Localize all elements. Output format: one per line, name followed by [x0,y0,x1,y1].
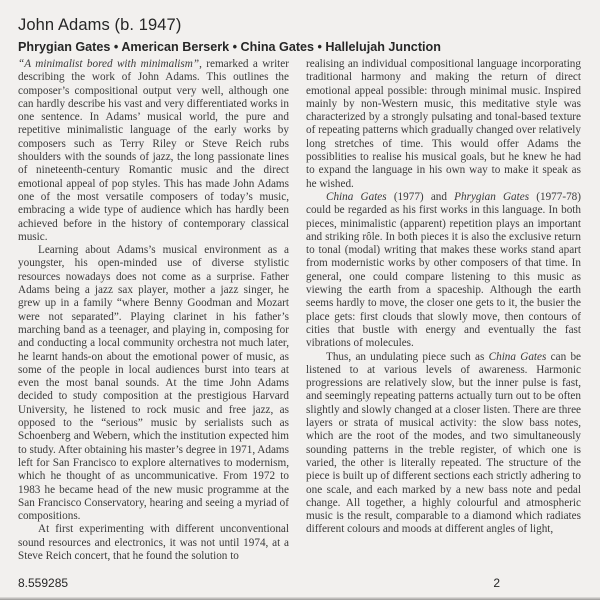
paragraph-text: (1977) and [386,190,455,203]
paragraph [18,58,289,244]
work-title: China Gates [326,190,387,203]
left-column [18,58,289,563]
paragraph: Learning about Adams’s musical environment as a youngster, his open-minded use of diverse stylistic resources nowadays does not come as a surprise. Father Adams being a jazz sax player, mother a jazz singer, he grew up in a family “where Benny Goodman and Mozart were not separated”. Playing clarinet in his father’s marching band as a teenager, and playing in, composing for and conducting a local community orchestra not much later, he learnt hands-on about the emotional power of music, as some of the people in local audiences burst into tears at even the most banal sounds. At the time John Adams decided to study composition at the prestigious Harvard University, he listened to rock music and free jazz, as opposed to the “serious” music by serialists such as Schoenberg and Webern, which the institution expected him to study. After obtaining his master’s degree in 1971, Adams left for San Francisco to explore alternatives to modernism, which he thought of as uncommunicative. From 1972 to 1983 he became head of the new music programme at the San Francisco Conservatory, hearing and seeing a myriad of compositions. [18,244,289,523]
paragraph-text: (1977-78) could be regarded as his first works in this language. In both pieces, minimalistic (apparent) repetition plays an important and striking rôle. In both pieces it is also the exclusive return to tonal (modal) writing that makes these works stand apart from modernistic works by other composers of that time. In general, one could compare listening to this music as viewing the earth from a spaceship. Although the earth seems hardly to move, the closer one gets to it, the busier the place gets: first clouds that slowly move, then contours of cities that bustle with energy and eventually the fast vibrations of molecules. [306,190,581,350]
right-column [306,58,581,537]
paragraph-text: can be listened to at various levels of awareness. Harmonic progressions are relatively slow, but the inner pulse is fast, and seemingly repeating patterns actually turn out to be often slightly and slowly changed at a closer listen. There are three layers or strata of musical activity: the slow bass notes, which are the root of the modes, and two simultaneously sounding patterns in the treble register, of which one is varied, the other is literally repeated. The structure of the piece is built up of different sections each strictly adhering to one scale, and each marked by a new bass note and pedal change. All together, a highly colourful and atmospheric music is the result, comparable to a diamond which radiates different colours and moods at different angles of light, [306,350,582,536]
works-subtitle: Phrygian Gates • American Berserk • China Gates • Hallelujah Junction [18,40,441,54]
page-number: 2 [493,576,500,590]
paragraph [306,191,581,351]
composer-title: John Adams (b. 1947) [18,16,182,34]
catalogue-number: 8.559285 [18,576,69,590]
work-title: Phrygian Gates [454,190,530,203]
paragraph: At first experimenting with different unconventional sound resources and electronics, it was not until 1974, at a Steve Reich concert, that he found the solution to [18,523,289,562]
paragraph-text: Thus, an undulating piece such as [326,350,489,363]
work-title: China Gates [488,350,547,363]
paragraph-text: , remarked a writer describing the work of John Adams. This outlines the composer’s compositional output very well, although one can hardly describe his vast and very differentiated works in one sentence. In Adams’ musical world, the pure and repetitive minimalistic language of the early works by composers such as Terry Riley or Steve Reich rubs shoulders with the sounds of jazz, the long passionate lines of nineteenth-century Romantic music and the direct emotional appeal of pop styles. This has made John Adams one of the most versatile composers of today’s music, embracing a wide type of audience which has hardly been achieved before in the history of contemporary classical music. [18,58,289,243]
paragraph: realising an individual compositional language incorporating traditional harmony and making the return of direct emotional appeal possible: through minimal music. Inspired mainly by non-Western music, this meditative style was characterized by a strongly pulsating and tonal-based texture of repeating patterns which gradually changed over relatively long stretches of time. This would offer Adams the possiblities to realise his musical goals, but he knew he had to expand the language in his own way to make it speak as he wished. [306,58,581,190]
quote: “A minimalist bored with minimalism” [18,58,200,70]
paragraph [306,351,581,537]
